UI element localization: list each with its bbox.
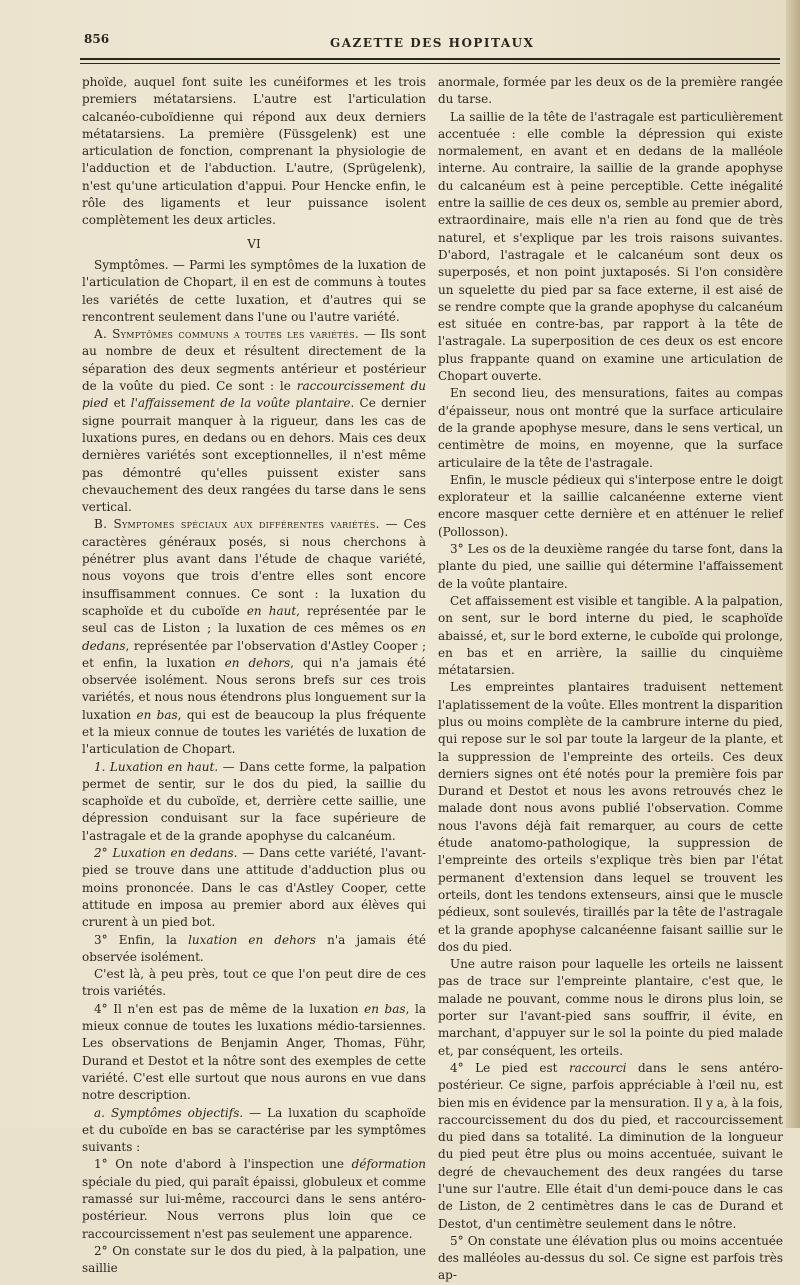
- italic-run: raccourci: [568, 1060, 627, 1075]
- text-run: spéciale du pied, qui paraît épaissi, globuleux et comme ramassé sur lui-même, raccourci dans le sens antéro-postérieur. Nous verrons plus loin que ce raccourcissement n'est pas seulement une apparence.: [82, 1174, 426, 1241]
- text-run: , la mieux connue de toutes les luxations médio-tarsiennes. Les observations de Benjamin Anger, Thomas, Führ, Durand et Destot et la nôtre sont des exemples de cette variété. C'est elle surtout que nous aurons en vue dans notre description.: [82, 1001, 427, 1103]
- text-run: , représentée par l'observation d'Astley Cooper ; et enfin, la luxation: [82, 638, 426, 670]
- header-rule-thin: [80, 63, 780, 64]
- text-run: — Ces caractères généraux posés, si nous cherchons à pénétrer plus avant dans l'étude de chaque variété, nous voyons que trois d'entre elles sont encore insuffisamment connues. Ce sont : la luxation du scaphoïde et du cuboïde: [82, 517, 426, 618]
- paragraph: Enfin, le muscle pédieux qui s'interpose entre le doigt explorateur et la saillie calcanéenne externe vient encore masquer cette dernière et en atténuer le relief (Pollosson).: [438, 472, 783, 539]
- italic-run: en bas: [364, 1001, 406, 1016]
- italic-run: en dedans: [82, 621, 426, 653]
- paragraph: [438, 1060, 783, 1233]
- text-run: et: [108, 396, 131, 411]
- subsection-heading: A. Symptômes communs a toutes les variétés.: [94, 327, 359, 342]
- paragraph: anormale, formée par les deux os de la première rangée du tarse.: [438, 75, 783, 107]
- text-run: 4° Le pied est: [450, 1060, 569, 1075]
- section-heading: VI: [247, 236, 261, 251]
- paragraph: [82, 932, 426, 967]
- paragraph: [82, 759, 426, 845]
- paragraph: phoïde, auquel font suite les cunéiformes et les trois premiers métatarsiens. L'autre est l'articulation calcanéo-cuboïdienne qui répond aux deux derniers métatarsiens. La première (Füssgelenk) est une articulation de fonction, comprenant la physiologie de l'adduction et de l'abduction. L'autre, (Sprügelenk), n'est qu'une articulation d'appui. Pour Hencke enfin, le rôle des ligaments et leur puissance isolent complètement les deux articles.: [82, 75, 426, 228]
- italic-run: l'affaissement de la voûte plantaire: [130, 396, 351, 411]
- paragraph: Les empreintes plantaires traduisent nettement l'aplatissement de la voûte. Elles montrent la disparition plus ou moins complète de la cambrure interne du pied, qui repose sur le sol par toute la largeur de la plante, et la suppression de l'empreinte des orteils. Ces deux derniers signes ont été notés pour la première fois par Durand et Destot et nous les avons retrouvés chez le malade dont nous avons publié l'observation. Comme nous l'avons déjà fait remarquer, au cours de cette étude anatomo-pathologique, la suppression de l'empreinte des orteils s'explique très bien par l'état permanent d'extension dans lequel se trouvent les orteils, dont les tendons extenseurs, ainsi que le muscle pédieux, sont soulevés, tiraillés par la tête de l'astragale et la grande apophyse calcanéenne faisant saillie sur le dos du pied.: [438, 680, 783, 954]
- paragraph: En second lieu, des mensurations, faites au compas d'épaisseur, nous ont montré que la surface articulaire de la grande apophyse mesure, dans le sens vertical, un centimètre de moins, en moyenne, que la surface articulaire de la tête de l'astragale.: [438, 386, 783, 470]
- italic-run: en bas: [136, 707, 178, 722]
- text-run: 3° Enfin, la: [94, 932, 189, 947]
- paragraph: [82, 516, 426, 758]
- running-title: GAZETTE DES HOPITAUX: [330, 36, 535, 50]
- right-column: [438, 74, 783, 1285]
- text-run: — Dans cette forme, la palpation permet de sentir, sur le dos du pied, la saillie du scaphoïde et du cuboïde, et, derrière cette saillie, une dépression conduisant sur la face supérieure de l'astragale et de la grande apophyse du calcanéum.: [82, 759, 426, 843]
- paragraph: [82, 1156, 426, 1242]
- paragraph: Symptômes. — Parmi les symptômes de la luxation de l'articulation de Chopart, il en est de communs à toutes les variétés de cette luxation, et d'autres qui se rencontrent seulement dans l'une ou l'autre variété.: [82, 257, 426, 324]
- paragraph: [82, 1001, 426, 1105]
- paragraph: C'est là, à peu près, tout ce que l'on peut dire de ces trois variétés.: [82, 967, 426, 999]
- italic-run: déformation: [351, 1157, 426, 1172]
- page-number: 856: [84, 32, 110, 46]
- italic-run: raccourcissement du pied: [82, 379, 426, 411]
- text-run: , qui n'a jamais été observée isolément. Nous serons brefs sur ces trois variétés, et nous nous étendrons plus longuement sur la luxation: [82, 655, 427, 722]
- subsection-heading: B. Symptomes spéciaux aux différentes variétés.: [94, 517, 380, 532]
- text-run: . Ce dernier signe pourrait manquer à la rigueur, dans les cas de luxations pures, en dedans ou en dehors. Mais ces deux dernières variétés sont exceptionnelles, il n'est même pas démontré qu'elles puissent exister sans chevauchement des deux rangées du tarse dans le sens vertical.: [82, 396, 427, 515]
- paragraph: [82, 845, 426, 931]
- italic-run: luxation en dehors: [188, 932, 316, 947]
- text-run: — La luxation du scaphoïde et du cuboïde en bas se caractérise par les symptômes suivants :: [82, 1105, 427, 1155]
- italic-run: en haut: [246, 603, 297, 618]
- italic-run: en dehors: [224, 655, 291, 670]
- text-run: n'a jamais été observée isolément.: [82, 932, 426, 964]
- text-run: 4° Il n'en est pas de même de la luxation: [94, 1001, 365, 1016]
- text-run: — Dans cette variété, l'avant-pied se trouve dans une attitude d'adduction plus ou moins prononcée. Dans le cas d'Astley Cooper, cette attitude en imposa au premier abord aux élèves qui crurent à un pied bot.: [82, 846, 426, 930]
- italic-heading: a. Symptômes objectifs.: [94, 1105, 244, 1120]
- text-run: 1° On note d'abord à l'inspection une: [94, 1157, 352, 1172]
- header-rule: [80, 58, 780, 60]
- text-run: , représentée par le seul cas de Liston ; la luxation de ces mêmes os: [82, 603, 427, 636]
- paragraph: La saillie de la tête de l'astragale est particulièrement accentuée : elle comble la dépression qui existe normalement, en avant et en dedans de la malléole interne. Au contraire, la saillie de la grande apophyse du calcanéum est à peine perceptible. Cette inégalité entre la saillie de ces deux os, semble au premier abord, extraordinaire, mais elle n'a rien au fond que de très naturel, et s'explique par les trois raisons suivantes. D'abord, l'astragale et le calcanéum sont deux os superposés, et non point juxtaposés. Si l'on considère un squelette du pied par sa face externe, il est aisé de se rendre compte que la grande apophyse du calcanéum est située en contre-bas, par rapport à la tête de l'astragale. La superposition de ces deux os est encore plus frappante quand on examine une articulation de Chopart ouverte.: [438, 109, 783, 384]
- paragraph: Cet affaissement est visible et tangible. A la palpation, on sent, sur le bord interne du pied, le scaphoïde abaissé, et, sur le bord externe, le cuboïde qui prolonge, en bas et en arrière, la saillie du cinquième métatarsien.: [438, 593, 783, 678]
- text-run: dans le sens antéro-postérieur. Ce signe, parfois appréciable à l'œil nu, est bien mis en évidence par la mensuration. Il y a, à la fois, raccourcissement du dos du pied, et raccourcissement du pied dans sa totalité. La diminution de la longueur du pied peut être plus ou moins accentuée, suivant le degré de chevauchement des deux rangées du tarse l'une sur l'autre. Elle était d'un demi-pouce dans le cas de Liston, de 2 centimètres dans le cas de Durand et Destot, d'un centimètre seulement dans le nôtre.: [438, 1060, 783, 1231]
- italic-heading: 2° Luxation en dedans.: [94, 846, 238, 861]
- paragraph: 2° On constate sur le dos du pied, à la palpation, une saillie: [82, 1243, 426, 1276]
- page-header: [0, 30, 800, 70]
- left-column: [82, 74, 426, 1277]
- paragraph: [82, 1105, 426, 1157]
- page-edge: [786, 0, 800, 1128]
- text-run: , qui est de beaucoup la plus fréquente et la mieux connue de toutes les variétés de luxation de l'articulation de Chopart.: [82, 707, 426, 757]
- paragraph: 5° On constate une élévation plus ou moins accentuée des malléoles au-dessus du sol. Ce signe est parfois très ap-: [438, 1233, 783, 1283]
- italic-heading: 1. Luxation en haut.: [94, 759, 219, 774]
- paragraph: [82, 326, 426, 516]
- paragraph: Une autre raison pour laquelle les orteils ne laissent pas de trace sur l'empreinte plantaire, c'est que, le malade ne pouvant, comme nous le dirons plus loin, se porter sur l'avant-pied sans souffrir, il évite, en marchant, d'appuyer sur le sol la pointe du pied malade et, par conséquent, les orteils.: [438, 957, 783, 1058]
- text-run: — Ils sont au nombre de deux et résultent directement de la séparation des deux segments antérieur et postérieur de la voûte du pied. Ce sont : le: [82, 327, 426, 394]
- paragraph: 3° Les os de la deuxième rangée du tarse font, dans la plante du pied, une saillie qui détermine l'affaissement de la voûte plantaire.: [438, 542, 783, 591]
